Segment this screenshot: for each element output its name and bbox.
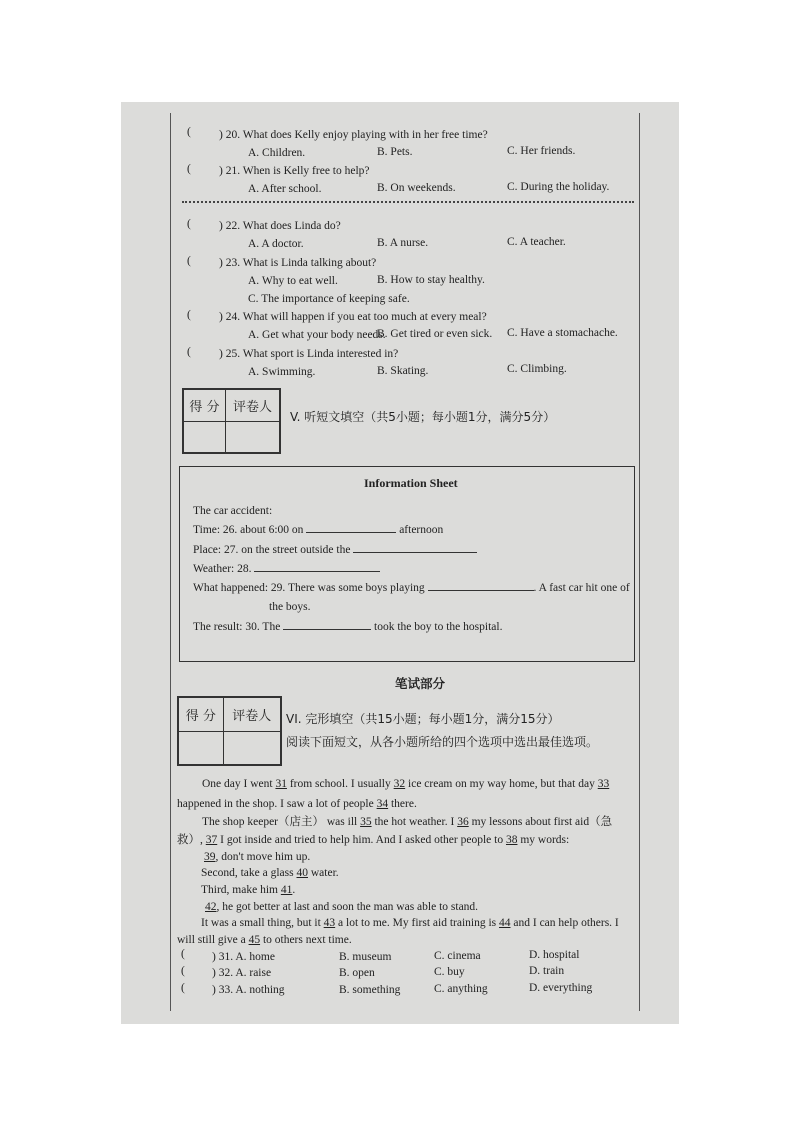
score-label: 得 分 xyxy=(179,698,224,732)
blank-44: 44 xyxy=(499,917,511,929)
info-30-text: The result: 30. The xyxy=(193,621,281,633)
grader-label: 评卷人 xyxy=(226,390,280,422)
dotted-divider xyxy=(182,201,634,203)
grader-cell xyxy=(223,732,280,765)
info-29-post: . A fast car hit one of xyxy=(533,582,630,594)
info-line-26 xyxy=(193,523,443,537)
passage-line-9 xyxy=(201,916,619,930)
answer-bracket: ( xyxy=(187,163,191,175)
answer-bracket: ( xyxy=(187,309,191,321)
blank-42: 42 xyxy=(205,901,217,913)
blank-35: 35 xyxy=(360,816,372,828)
question-23: ) 23. What is Linda talking about? xyxy=(219,257,377,269)
score-box xyxy=(177,696,282,766)
q24-option-a: A. Get what your body needs. xyxy=(248,329,386,341)
passage-text: Second, take a glass xyxy=(201,867,294,879)
q31-option-d: D. hospital xyxy=(529,949,580,961)
info-29-cont: the boys. xyxy=(269,601,311,613)
q33-option-d: D. everything xyxy=(529,982,593,994)
written-section-title: 笔试部分 xyxy=(395,676,446,691)
q31-option-b: B. museum xyxy=(339,951,392,963)
q20-option-a: A. Children. xyxy=(248,147,306,159)
q24-option-c: C. Have a stomachache. xyxy=(507,327,618,339)
passage-text: and I can help others. I xyxy=(513,917,619,929)
blank-31: 31 xyxy=(275,778,287,790)
answer-bracket: ( xyxy=(187,346,191,358)
info-line-27 xyxy=(193,543,477,557)
passage-text: a lot to me. My first aid training is xyxy=(338,917,497,929)
q21-option-a: A. After school. xyxy=(248,183,322,195)
passage-text: ice cream on my way home, but that day xyxy=(408,778,595,790)
q33-option-b: B. something xyxy=(339,984,401,996)
q32-option-d: D. train xyxy=(529,965,565,977)
passage-text: the hot weather. I xyxy=(374,816,455,828)
question-24: ) 24. What will happen if you eat too much at every meal? xyxy=(219,311,487,323)
question-31: ) 31. A. home xyxy=(212,951,275,963)
passage-text: happened in the shop. I saw a lot of people xyxy=(177,798,374,810)
answer-bracket: ( xyxy=(187,126,191,138)
q22-option-b: B. A nurse. xyxy=(377,237,429,249)
info-line-30 xyxy=(193,620,502,634)
q33-option-c: C. anything xyxy=(434,983,488,995)
blank-28[interactable] xyxy=(254,571,380,572)
info-sheet-title: Information Sheet xyxy=(364,476,458,490)
info-28-text: Weather: 28. xyxy=(193,563,252,575)
q25-option-c: C. Climbing. xyxy=(507,363,567,375)
q24-option-b: B. Get tired or even sick. xyxy=(377,328,493,340)
q23-option-c: C. The importance of keeping safe. xyxy=(248,293,410,305)
passage-text: my words: xyxy=(520,834,570,846)
blank-26[interactable] xyxy=(306,532,396,533)
info-line-28 xyxy=(193,562,380,576)
passage-text: , don't move him up. xyxy=(215,851,311,863)
passage-text: there. xyxy=(390,798,417,810)
question-21: ) 21. When is Kelly free to help? xyxy=(219,165,370,177)
info-line-29 xyxy=(193,581,630,595)
passage-text: The shop keeper（店主） was ill xyxy=(202,816,358,828)
blank-36: 36 xyxy=(457,816,469,828)
answer-bracket: ( xyxy=(181,948,185,960)
passage-text: It was a small thing, but it xyxy=(201,917,321,929)
passage-line-1 xyxy=(202,777,609,791)
blank-40: 40 xyxy=(296,867,308,879)
blank-30[interactable] xyxy=(283,629,371,630)
passage-line-4 xyxy=(177,833,569,847)
answer-bracket: ( xyxy=(187,255,191,267)
question-33: ) 33. A. nothing xyxy=(212,984,285,996)
passage-line-2 xyxy=(177,797,417,811)
score-cell xyxy=(179,732,224,765)
q22-option-a: A. A doctor. xyxy=(248,238,304,250)
blank-29[interactable] xyxy=(428,590,534,591)
passage-line-5 xyxy=(204,850,310,864)
grader-cell xyxy=(226,422,280,453)
score-label: 得 分 xyxy=(184,390,226,422)
score-cell xyxy=(184,422,226,453)
grader-label: 评卷人 xyxy=(223,698,280,732)
passage-text: 救）, xyxy=(177,834,203,846)
blank-45: 45 xyxy=(248,934,261,946)
q32-option-c: C. buy xyxy=(434,966,465,978)
passage-text: , he got better at last and soon the man was able to stand. xyxy=(216,901,479,913)
answer-bracket: ( xyxy=(187,218,191,230)
q20-option-c: C. Her friends. xyxy=(507,145,576,157)
section-6-title: VI. 完形填空（共15小题；每小题1分，满分15分） xyxy=(286,712,560,726)
q31-option-c: C. cinema xyxy=(434,950,481,962)
q23-option-b: B. How to stay healthy. xyxy=(377,274,485,286)
info-26-post: afternoon xyxy=(399,524,444,536)
passage-text: from school. I usually xyxy=(289,778,391,790)
passage-line-6 xyxy=(201,866,339,880)
passage-text: to others next time. xyxy=(262,934,352,946)
q23-option-a: A. Why to eat well. xyxy=(248,275,338,287)
passage-text: One day I went xyxy=(202,778,273,790)
section-6-instructions: 阅读下面短文，从各小题所给的四个选项中选出最佳选项。 xyxy=(286,735,599,749)
blank-37: 37 xyxy=(205,834,218,846)
passage-text: water. xyxy=(310,867,339,879)
passage-text: my lessons about first aid（急 xyxy=(471,816,613,828)
section-5-title: V. 听短文填空（共5小题；每小题1分，满分5分） xyxy=(290,410,556,424)
q22-option-c: C. A teacher. xyxy=(507,236,566,248)
blank-38: 38 xyxy=(505,834,518,846)
information-sheet xyxy=(179,466,635,662)
passage-text: will still give a xyxy=(177,934,246,946)
question-32: ) 32. A. raise xyxy=(212,967,272,979)
passage-text: Third, make him xyxy=(201,884,278,896)
passage-line-10 xyxy=(177,933,352,947)
blank-41: 41 xyxy=(280,884,293,896)
info-30-post: took the boy to the hospital. xyxy=(374,621,503,633)
question-25: ) 25. What sport is Linda interested in? xyxy=(219,348,399,360)
q21-option-b: B. On weekends. xyxy=(377,182,456,194)
answer-bracket: ( xyxy=(181,965,185,977)
info-27-text: Place: 27. on the street outside the xyxy=(193,544,351,556)
info-line-0: The car accident: xyxy=(193,505,273,517)
answer-bracket: ( xyxy=(181,982,185,994)
q32-option-b: B. open xyxy=(339,967,375,979)
passage-line-7 xyxy=(201,883,295,897)
blank-39: 39 xyxy=(204,851,216,863)
q21-option-c: C. During the holiday. xyxy=(507,181,610,193)
q20-option-b: B. Pets. xyxy=(377,146,413,158)
blank-33: 33 xyxy=(597,778,610,790)
passage-line-3 xyxy=(202,815,612,829)
blank-43: 43 xyxy=(323,917,336,929)
blank-32: 32 xyxy=(393,778,406,790)
blank-27[interactable] xyxy=(353,552,477,553)
q25-option-b: B. Skating. xyxy=(377,365,429,377)
question-20: ) 20. What does Kelly enjoy playing with in her free time? xyxy=(219,129,488,141)
question-22: ) 22. What does Linda do? xyxy=(219,220,341,232)
passage-text: . xyxy=(292,884,296,896)
score-box xyxy=(182,388,281,454)
info-29-text: What happened: 29. There was some boys playing xyxy=(193,582,425,594)
passage-text: I got inside and tried to help him. And I asked other people to xyxy=(220,834,504,846)
info-26-text: Time: 26. about 6:00 on xyxy=(193,524,304,536)
blank-34: 34 xyxy=(376,798,389,810)
q25-option-a: A. Swimming. xyxy=(248,366,316,378)
passage-line-8 xyxy=(205,900,478,914)
